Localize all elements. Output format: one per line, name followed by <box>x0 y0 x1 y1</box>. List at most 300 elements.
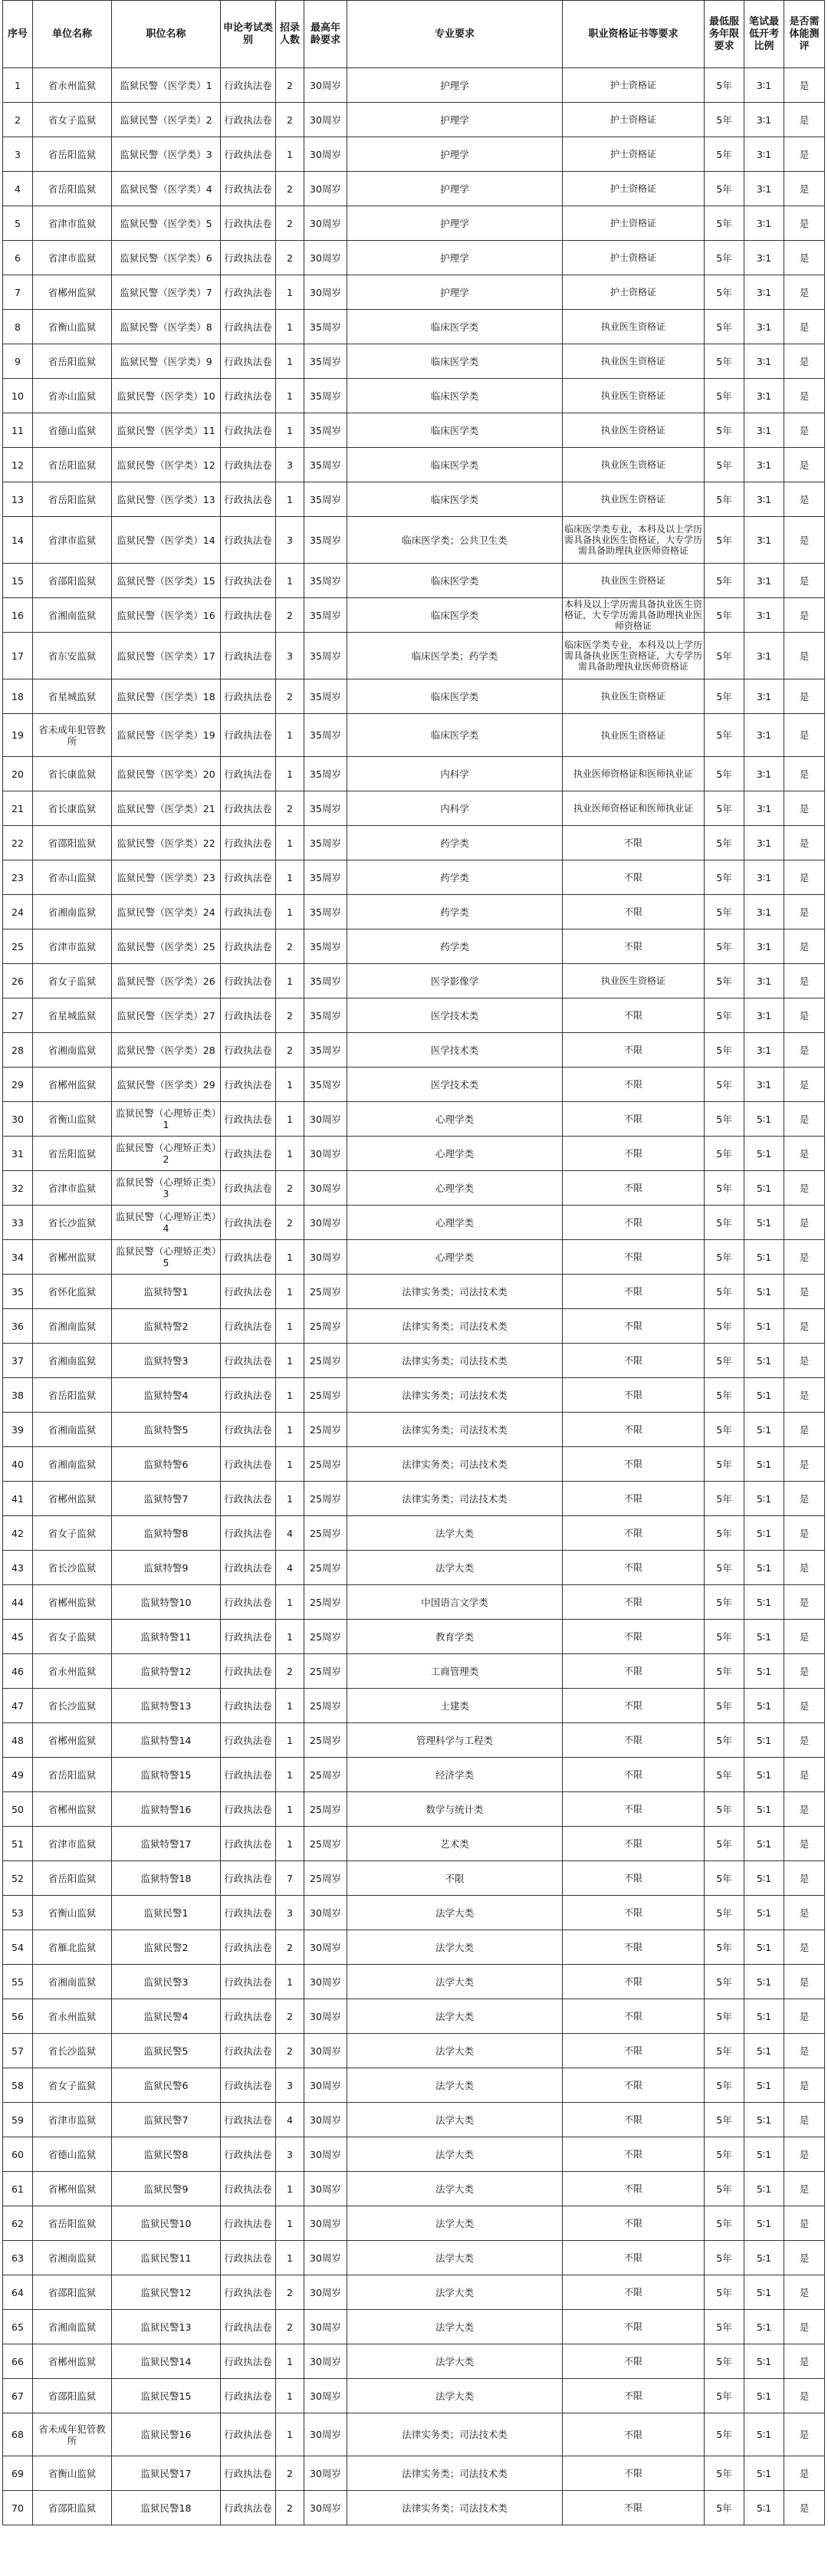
cell-position: 监狱民警（医学类）16 <box>112 598 221 633</box>
cell-position: 监狱民警（心理矫正类）4 <box>112 1206 221 1240</box>
cell-certificate: 不限 <box>563 1654 705 1689</box>
cell-fitness-test: 是 <box>784 1758 825 1792</box>
cell-unit: 省津市监狱 <box>33 206 112 241</box>
cell-service-years: 5年 <box>705 1033 744 1068</box>
cell-unit: 省津市监狱 <box>33 929 112 964</box>
cell-headcount: 1 <box>276 1723 304 1758</box>
cell-major: 法律实务类；司法技术类 <box>347 2456 563 2491</box>
cell-exam-ratio: 3∶1 <box>744 598 784 633</box>
cell-exam-ratio: 5∶1 <box>744 1482 784 1516</box>
table-row <box>3 1827 825 1861</box>
col-header-exam-type: 申论考试类别 <box>221 1 276 68</box>
cell-service-years: 5年 <box>705 1447 744 1482</box>
cell-index: 64 <box>3 2275 33 2310</box>
cell-service-years: 5年 <box>705 1620 744 1654</box>
cell-unit: 省邵阳监狱 <box>33 2275 112 2310</box>
cell-fitness-test: 是 <box>784 2103 825 2137</box>
table-row <box>3 1999 825 2034</box>
cell-unit: 省湘南监狱 <box>33 1344 112 1378</box>
cell-service-years: 5年 <box>705 275 744 310</box>
cell-position: 监狱特警13 <box>112 1689 221 1723</box>
cell-unit: 省女子监狱 <box>33 103 112 137</box>
cell-headcount: 2 <box>276 598 304 633</box>
table-header-row <box>3 1 825 68</box>
cell-index: 1 <box>3 68 33 103</box>
cell-major: 法学大类 <box>347 2206 563 2241</box>
cell-headcount: 2 <box>276 929 304 964</box>
recruitment-table <box>2 0 825 2525</box>
cell-major: 临床医学类 <box>347 598 563 633</box>
cell-index: 61 <box>3 2172 33 2206</box>
cell-service-years: 5年 <box>705 598 744 633</box>
cell-exam-type: 行政执法卷 <box>221 1240 276 1275</box>
cell-max-age: 35周岁 <box>304 344 347 379</box>
cell-exam-type: 行政执法卷 <box>221 1344 276 1378</box>
cell-position: 监狱民警（医学类）13 <box>112 482 221 517</box>
cell-headcount: 1 <box>276 895 304 929</box>
cell-certificate: 不限 <box>563 1068 705 1102</box>
cell-position: 监狱民警（医学类）19 <box>112 714 221 757</box>
cell-exam-ratio: 5∶1 <box>744 1309 784 1344</box>
cell-major: 药学类 <box>347 860 563 895</box>
cell-unit: 省津市监狱 <box>33 517 112 564</box>
cell-unit: 省岳阳监狱 <box>33 137 112 172</box>
cell-unit: 省未成年犯管教所 <box>33 714 112 757</box>
cell-headcount: 7 <box>276 1861 304 1896</box>
cell-fitness-test: 是 <box>784 964 825 998</box>
cell-fitness-test: 是 <box>784 310 825 344</box>
cell-service-years: 5年 <box>705 1171 744 1206</box>
table-row <box>3 2172 825 2206</box>
cell-service-years: 5年 <box>705 137 744 172</box>
table-row <box>3 2491 825 2525</box>
cell-index: 49 <box>3 1758 33 1792</box>
cell-max-age: 35周岁 <box>304 564 347 598</box>
cell-position: 监狱民警17 <box>112 2456 221 2491</box>
cell-headcount: 1 <box>276 1068 304 1102</box>
table-row <box>3 2379 825 2413</box>
cell-exam-type: 行政执法卷 <box>221 2172 276 2206</box>
table-row <box>3 679 825 714</box>
cell-headcount: 2 <box>276 1033 304 1068</box>
cell-exam-ratio: 3∶1 <box>744 826 784 860</box>
cell-service-years: 5年 <box>705 2034 744 2068</box>
cell-certificate: 不限 <box>563 1344 705 1378</box>
cell-major: 法学大类 <box>347 1551 563 1585</box>
cell-service-years: 5年 <box>705 2172 744 2206</box>
cell-fitness-test: 是 <box>784 564 825 598</box>
table-row <box>3 2103 825 2137</box>
cell-exam-type: 行政执法卷 <box>221 998 276 1033</box>
cell-exam-ratio: 3∶1 <box>744 929 784 964</box>
cell-service-years: 5年 <box>705 2241 744 2275</box>
cell-exam-type: 行政执法卷 <box>221 2034 276 2068</box>
cell-index: 3 <box>3 137 33 172</box>
cell-unit: 省岳阳监狱 <box>33 1861 112 1896</box>
cell-exam-ratio: 5∶1 <box>744 1413 784 1447</box>
cell-fitness-test: 是 <box>784 2344 825 2379</box>
table-row <box>3 1102 825 1137</box>
cell-fitness-test: 是 <box>784 517 825 564</box>
col-header-position: 职位名称 <box>112 1 221 68</box>
cell-certificate: 不限 <box>563 1171 705 1206</box>
cell-service-years: 5年 <box>705 482 744 517</box>
cell-index: 48 <box>3 1723 33 1758</box>
cell-max-age: 30周岁 <box>304 172 347 206</box>
cell-headcount: 1 <box>276 310 304 344</box>
cell-index: 10 <box>3 379 33 413</box>
table-row <box>3 2344 825 2379</box>
cell-index: 26 <box>3 964 33 998</box>
cell-max-age: 30周岁 <box>304 137 347 172</box>
cell-index: 5 <box>3 206 33 241</box>
cell-exam-type: 行政执法卷 <box>221 2379 276 2413</box>
cell-major: 法学大类 <box>347 2172 563 2206</box>
cell-fitness-test: 是 <box>784 1861 825 1896</box>
cell-certificate: 执业医生资格证 <box>563 310 705 344</box>
cell-fitness-test: 是 <box>784 1206 825 1240</box>
cell-position: 监狱民警11 <box>112 2241 221 2275</box>
cell-unit: 省郴州监狱 <box>33 1068 112 1102</box>
table-row <box>3 275 825 310</box>
cell-max-age: 25周岁 <box>304 1654 347 1689</box>
cell-unit: 省岳阳监狱 <box>33 448 112 482</box>
cell-major: 医学技术类 <box>347 1068 563 1102</box>
cell-exam-type: 行政执法卷 <box>221 68 276 103</box>
cell-max-age: 25周岁 <box>304 1447 347 1482</box>
cell-exam-ratio: 3∶1 <box>744 137 784 172</box>
cell-exam-ratio: 5∶1 <box>744 2137 784 2172</box>
cell-certificate: 执业医生资格证 <box>563 344 705 379</box>
table-row <box>3 344 825 379</box>
cell-unit: 省女子监狱 <box>33 1620 112 1654</box>
cell-exam-type: 行政执法卷 <box>221 1585 276 1620</box>
cell-exam-ratio: 5∶1 <box>744 1275 784 1309</box>
cell-position: 监狱民警（医学类）23 <box>112 860 221 895</box>
cell-index: 24 <box>3 895 33 929</box>
cell-headcount: 2 <box>276 2456 304 2491</box>
cell-index: 46 <box>3 1654 33 1689</box>
cell-fitness-test: 是 <box>784 1344 825 1378</box>
cell-unit: 省郴州监狱 <box>33 1585 112 1620</box>
cell-position: 监狱民警（医学类）9 <box>112 344 221 379</box>
table-row <box>3 2456 825 2491</box>
cell-service-years: 5年 <box>705 2413 744 2456</box>
cell-exam-type: 行政执法卷 <box>221 1689 276 1723</box>
cell-max-age: 25周岁 <box>304 1861 347 1896</box>
cell-service-years: 5年 <box>705 1792 744 1827</box>
table-row <box>3 1585 825 1620</box>
cell-unit: 省星城监狱 <box>33 679 112 714</box>
table-row <box>3 714 825 757</box>
cell-fitness-test: 是 <box>784 1171 825 1206</box>
cell-fitness-test: 是 <box>784 103 825 137</box>
cell-unit: 省永州监狱 <box>33 68 112 103</box>
cell-exam-ratio: 3∶1 <box>744 448 784 482</box>
cell-index: 25 <box>3 929 33 964</box>
cell-headcount: 2 <box>276 1999 304 2034</box>
cell-unit: 省衡山监狱 <box>33 310 112 344</box>
table-row <box>3 1516 825 1551</box>
cell-fitness-test: 是 <box>784 1689 825 1723</box>
cell-max-age: 30周岁 <box>304 1930 347 1965</box>
cell-exam-type: 行政执法卷 <box>221 633 276 679</box>
cell-certificate: 不限 <box>563 998 705 1033</box>
cell-unit: 省郴州监狱 <box>33 1723 112 1758</box>
cell-major: 医学影像学 <box>347 964 563 998</box>
cell-max-age: 25周岁 <box>304 1620 347 1654</box>
table-row <box>3 2206 825 2241</box>
cell-index: 2 <box>3 103 33 137</box>
cell-fitness-test: 是 <box>784 2413 825 2456</box>
cell-max-age: 35周岁 <box>304 1068 347 1102</box>
cell-exam-type: 行政执法卷 <box>221 2275 276 2310</box>
cell-position: 监狱民警5 <box>112 2034 221 2068</box>
cell-max-age: 30周岁 <box>304 2456 347 2491</box>
cell-unit: 省岳阳监狱 <box>33 1758 112 1792</box>
cell-headcount: 2 <box>276 679 304 714</box>
cell-certificate: 不限 <box>563 1965 705 1999</box>
cell-fitness-test: 是 <box>784 929 825 964</box>
table-row <box>3 1344 825 1378</box>
cell-headcount: 1 <box>276 964 304 998</box>
cell-index: 59 <box>3 2103 33 2137</box>
cell-service-years: 5年 <box>705 714 744 757</box>
cell-exam-ratio: 3∶1 <box>744 1033 784 1068</box>
cell-position: 监狱特警4 <box>112 1378 221 1413</box>
cell-fitness-test: 是 <box>784 1620 825 1654</box>
cell-index: 40 <box>3 1447 33 1482</box>
cell-position: 监狱特警2 <box>112 1309 221 1344</box>
cell-major: 法律实务类；司法技术类 <box>347 2413 563 2456</box>
cell-index: 66 <box>3 2344 33 2379</box>
cell-headcount: 1 <box>276 1240 304 1275</box>
cell-exam-ratio: 5∶1 <box>744 1999 784 2034</box>
cell-position: 监狱民警（医学类）3 <box>112 137 221 172</box>
cell-headcount: 4 <box>276 1551 304 1585</box>
cell-exam-ratio: 3∶1 <box>744 413 784 448</box>
cell-index: 14 <box>3 517 33 564</box>
cell-major: 法学大类 <box>347 2034 563 2068</box>
cell-exam-type: 行政执法卷 <box>221 1482 276 1516</box>
cell-exam-type: 行政执法卷 <box>221 564 276 598</box>
cell-headcount: 1 <box>276 1758 304 1792</box>
cell-certificate: 不限 <box>563 2413 705 2456</box>
cell-index: 43 <box>3 1551 33 1585</box>
cell-exam-type: 行政执法卷 <box>221 1654 276 1689</box>
cell-fitness-test: 是 <box>784 1827 825 1861</box>
cell-service-years: 5年 <box>705 413 744 448</box>
cell-exam-ratio: 3∶1 <box>744 998 784 1033</box>
cell-headcount: 2 <box>276 2275 304 2310</box>
cell-headcount: 1 <box>276 1827 304 1861</box>
cell-unit: 省津市监狱 <box>33 1171 112 1206</box>
cell-max-age: 30周岁 <box>304 2241 347 2275</box>
cell-major: 不限 <box>347 1861 563 1896</box>
cell-major: 医学技术类 <box>347 1033 563 1068</box>
cell-exam-ratio: 3∶1 <box>744 103 784 137</box>
cell-service-years: 5年 <box>705 1137 744 1171</box>
cell-headcount: 1 <box>276 1620 304 1654</box>
table-body <box>3 68 825 2525</box>
cell-exam-type: 行政执法卷 <box>221 2310 276 2344</box>
cell-fitness-test: 是 <box>784 172 825 206</box>
cell-fitness-test: 是 <box>784 1447 825 1482</box>
cell-exam-ratio: 5∶1 <box>744 1723 784 1758</box>
cell-fitness-test: 是 <box>784 2241 825 2275</box>
cell-service-years: 5年 <box>705 379 744 413</box>
cell-headcount: 1 <box>276 2206 304 2241</box>
cell-exam-ratio: 3∶1 <box>744 714 784 757</box>
cell-fitness-test: 是 <box>784 1930 825 1965</box>
cell-exam-ratio: 5∶1 <box>744 1930 784 1965</box>
cell-exam-type: 行政执法卷 <box>221 1965 276 1999</box>
cell-position: 监狱民警（医学类）24 <box>112 895 221 929</box>
col-header-service-years: 最低服务年限要求 <box>705 1 744 68</box>
cell-index: 41 <box>3 1482 33 1516</box>
cell-max-age: 30周岁 <box>304 1206 347 1240</box>
cell-max-age: 25周岁 <box>304 1689 347 1723</box>
cell-fitness-test: 是 <box>784 791 825 826</box>
cell-position: 监狱民警3 <box>112 1965 221 1999</box>
cell-headcount: 1 <box>276 757 304 791</box>
cell-position: 监狱特警15 <box>112 1758 221 1792</box>
table-row <box>3 860 825 895</box>
col-header-index: 序号 <box>3 1 33 68</box>
cell-unit: 省永州监狱 <box>33 1654 112 1689</box>
cell-certificate: 不限 <box>563 1999 705 2034</box>
cell-exam-type: 行政执法卷 <box>221 517 276 564</box>
cell-position: 监狱民警18 <box>112 2491 221 2525</box>
cell-position: 监狱特警7 <box>112 1482 221 1516</box>
cell-position: 监狱民警（医学类）15 <box>112 564 221 598</box>
cell-headcount: 2 <box>276 1654 304 1689</box>
cell-index: 13 <box>3 482 33 517</box>
cell-unit: 省湘南监狱 <box>33 1965 112 1999</box>
cell-service-years: 5年 <box>705 2491 744 2525</box>
cell-unit: 省郴州监狱 <box>33 1482 112 1516</box>
cell-position: 监狱特警11 <box>112 1620 221 1654</box>
table-row <box>3 1240 825 1275</box>
table-row <box>3 2241 825 2275</box>
cell-max-age: 35周岁 <box>304 310 347 344</box>
cell-exam-ratio: 5∶1 <box>744 1758 784 1792</box>
cell-major: 护理学 <box>347 137 563 172</box>
cell-service-years: 5年 <box>705 1585 744 1620</box>
cell-service-years: 5年 <box>705 172 744 206</box>
cell-position: 监狱民警（医学类）6 <box>112 241 221 275</box>
cell-position: 监狱特警9 <box>112 1551 221 1585</box>
cell-fitness-test: 是 <box>784 2275 825 2310</box>
cell-unit: 省长沙监狱 <box>33 1206 112 1240</box>
cell-unit: 省长沙监狱 <box>33 2034 112 2068</box>
cell-exam-ratio: 5∶1 <box>744 1171 784 1206</box>
cell-exam-type: 行政执法卷 <box>221 1516 276 1551</box>
table-row <box>3 2034 825 2068</box>
cell-exam-type: 行政执法卷 <box>221 413 276 448</box>
cell-certificate: 护士资格证 <box>563 241 705 275</box>
cell-exam-ratio: 3∶1 <box>744 344 784 379</box>
cell-headcount: 4 <box>276 2103 304 2137</box>
cell-exam-type: 行政执法卷 <box>221 679 276 714</box>
cell-position: 监狱民警（医学类）18 <box>112 679 221 714</box>
cell-position: 监狱民警（心理矫正类）1 <box>112 1102 221 1137</box>
cell-certificate: 执业医生资格证 <box>563 564 705 598</box>
cell-certificate: 护士资格证 <box>563 68 705 103</box>
cell-certificate: 护士资格证 <box>563 137 705 172</box>
cell-exam-type: 行政执法卷 <box>221 2456 276 2491</box>
cell-service-years: 5年 <box>705 1551 744 1585</box>
cell-position: 监狱特警10 <box>112 1585 221 1620</box>
cell-unit: 省津市监狱 <box>33 1827 112 1861</box>
table-row <box>3 1758 825 1792</box>
cell-fitness-test: 是 <box>784 1309 825 1344</box>
cell-index: 44 <box>3 1585 33 1620</box>
cell-major: 心理学类 <box>347 1206 563 1240</box>
cell-major: 护理学 <box>347 172 563 206</box>
cell-major: 法律实务类；司法技术类 <box>347 1275 563 1309</box>
cell-max-age: 25周岁 <box>304 1723 347 1758</box>
cell-service-years: 5年 <box>705 103 744 137</box>
cell-max-age: 30周岁 <box>304 2206 347 2241</box>
cell-max-age: 25周岁 <box>304 1827 347 1861</box>
cell-position: 监狱民警（医学类）21 <box>112 791 221 826</box>
cell-index: 53 <box>3 1896 33 1930</box>
cell-certificate: 不限 <box>563 1585 705 1620</box>
cell-major: 心理学类 <box>347 1102 563 1137</box>
cell-position: 监狱民警（心理矫正类）5 <box>112 1240 221 1275</box>
cell-index: 67 <box>3 2379 33 2413</box>
cell-index: 63 <box>3 2241 33 2275</box>
cell-certificate: 不限 <box>563 1861 705 1896</box>
cell-position: 监狱民警（医学类）11 <box>112 413 221 448</box>
cell-exam-type: 行政执法卷 <box>221 714 276 757</box>
cell-headcount: 2 <box>276 2034 304 2068</box>
cell-max-age: 30周岁 <box>304 1137 347 1171</box>
cell-major: 护理学 <box>347 275 563 310</box>
cell-max-age: 35周岁 <box>304 757 347 791</box>
cell-fitness-test: 是 <box>784 1378 825 1413</box>
cell-service-years: 5年 <box>705 929 744 964</box>
cell-major: 土建类 <box>347 1689 563 1723</box>
cell-index: 55 <box>3 1965 33 1999</box>
cell-unit: 省女子监狱 <box>33 964 112 998</box>
cell-exam-ratio: 3∶1 <box>744 482 784 517</box>
cell-index: 34 <box>3 1240 33 1275</box>
cell-max-age: 30周岁 <box>304 2275 347 2310</box>
table-row <box>3 1896 825 1930</box>
col-header-headcount: 招录人数 <box>276 1 304 68</box>
cell-index: 68 <box>3 2413 33 2456</box>
cell-unit: 省岳阳监狱 <box>33 1137 112 1171</box>
cell-position: 监狱民警（医学类）4 <box>112 172 221 206</box>
cell-max-age: 25周岁 <box>304 1378 347 1413</box>
table-row <box>3 413 825 448</box>
cell-service-years: 5年 <box>705 1999 744 2034</box>
cell-index: 21 <box>3 791 33 826</box>
cell-exam-type: 行政执法卷 <box>221 2491 276 2525</box>
cell-unit: 省郴州监狱 <box>33 1792 112 1827</box>
cell-major: 内科学 <box>347 757 563 791</box>
cell-major: 法学大类 <box>347 2310 563 2344</box>
cell-unit: 省湘南监狱 <box>33 895 112 929</box>
cell-certificate: 不限 <box>563 2344 705 2379</box>
cell-fitness-test: 是 <box>784 379 825 413</box>
cell-service-years: 5年 <box>705 2379 744 2413</box>
cell-max-age: 35周岁 <box>304 482 347 517</box>
cell-max-age: 35周岁 <box>304 860 347 895</box>
cell-certificate: 不限 <box>563 1309 705 1344</box>
